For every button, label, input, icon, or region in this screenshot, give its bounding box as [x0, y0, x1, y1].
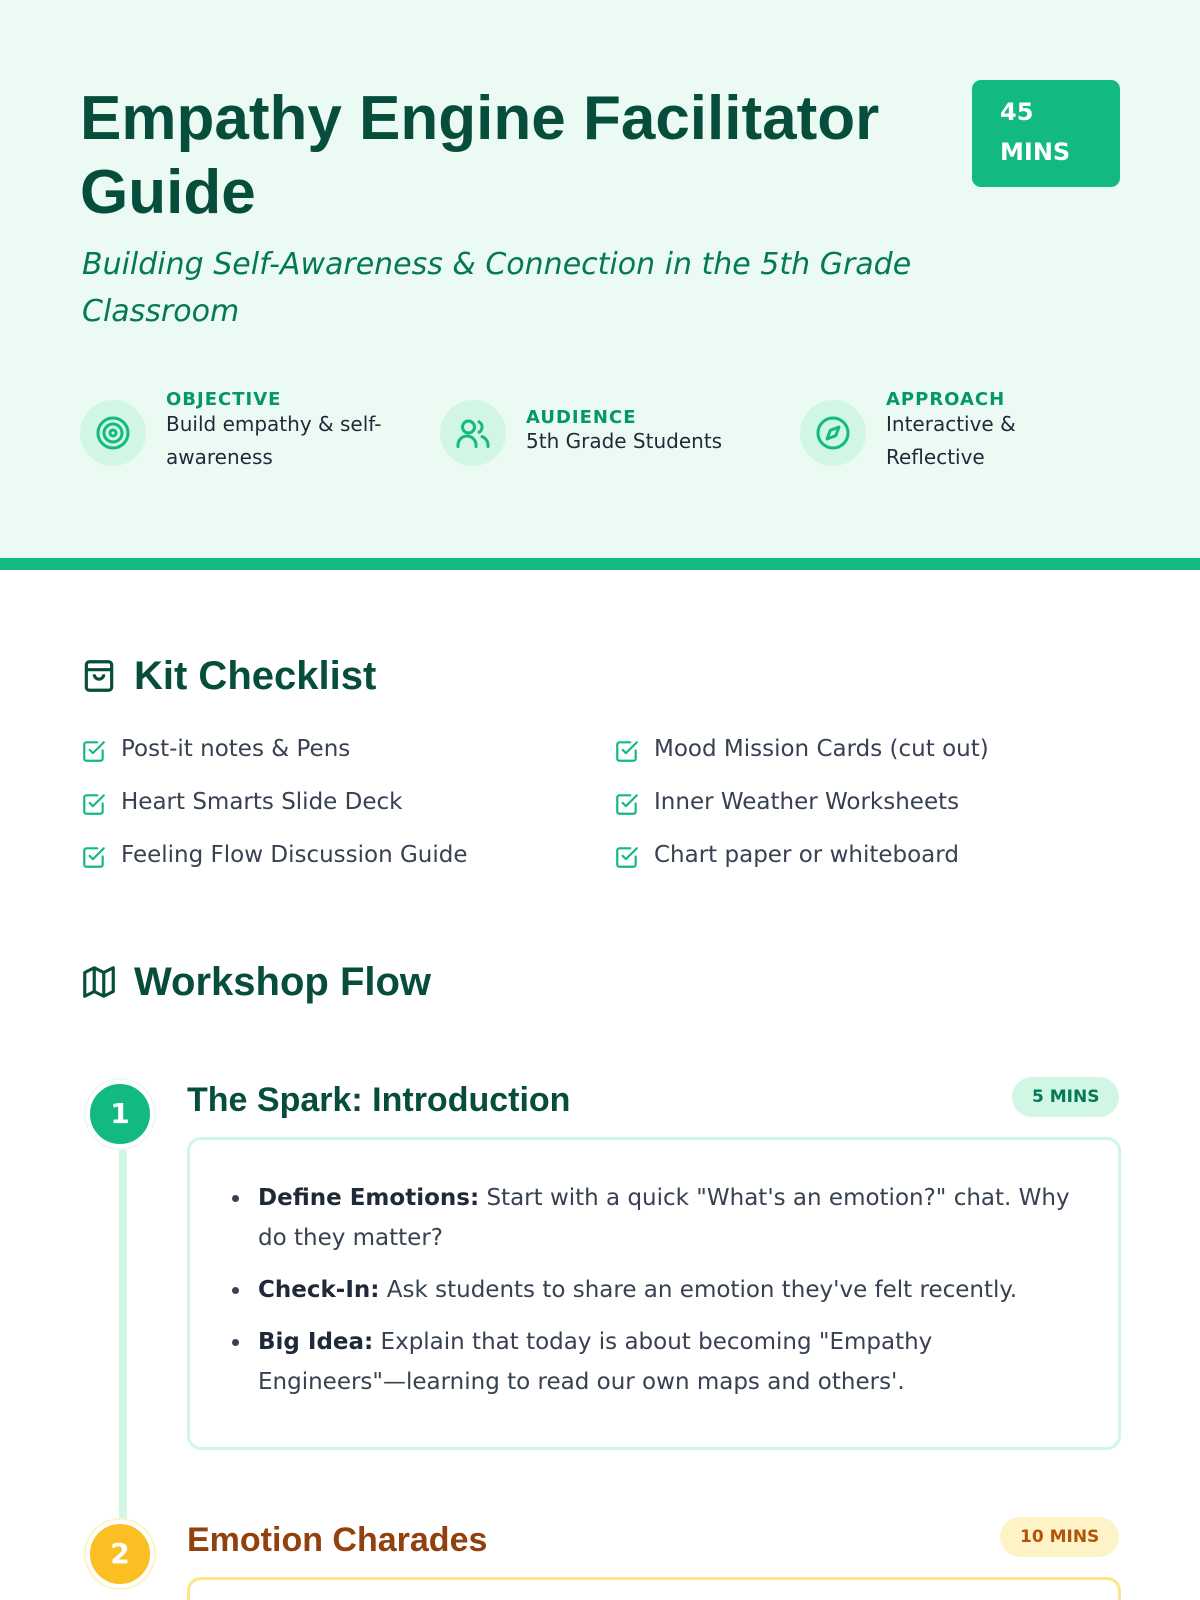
checklist-item-label: Post-it notes & Pens — [121, 736, 351, 762]
workshop-flow-title: Workshop Flow — [134, 960, 432, 1004]
target-icon — [80, 400, 146, 466]
duration-unit: MINS — [1000, 138, 1071, 166]
step-bullet — [226, 1178, 1082, 1258]
step-title: Emotion Charades — [187, 1521, 488, 1559]
check-square-icon — [614, 738, 640, 764]
step-title: The Spark: Introduction — [187, 1081, 571, 1119]
map-icon — [80, 962, 118, 1002]
meta-objective-label: OBJECTIVE — [166, 389, 282, 410]
meta-approach-value: Interactive & Reflective — [886, 412, 1016, 469]
check-square-icon — [81, 738, 107, 764]
meta-approach — [800, 389, 1130, 474]
check-square-icon — [614, 791, 640, 817]
step-bullet-text: Explain that today is about becoming "Empathy Engineers"—learning to read our own maps and others'. — [258, 1329, 933, 1395]
step-duration-badge: 5 MINS — [1012, 1077, 1119, 1117]
page-subtitle: Building Self-Awareness & Connection in the 5th Grade Classroom — [82, 247, 912, 329]
check-square-icon — [81, 791, 107, 817]
duration-badge — [972, 80, 1120, 187]
meta-audience-label: AUDIENCE — [526, 407, 637, 428]
hero-divider — [0, 558, 1200, 570]
checklist-item-label: Feeling Flow Discussion Guide — [121, 842, 468, 868]
checklist-item-label: Inner Weather Worksheets — [654, 789, 960, 815]
step-number: 2 — [86, 1520, 154, 1588]
check-square-icon — [614, 844, 640, 870]
step-card — [187, 1577, 1121, 1600]
compass-icon — [800, 400, 866, 466]
step-bullet — [226, 1322, 1082, 1402]
step-card — [187, 1137, 1121, 1450]
step-duration-badge: 10 MINS — [1000, 1517, 1119, 1557]
meta-objective — [80, 389, 410, 474]
step-number: 1 — [86, 1080, 154, 1148]
step-bullet — [226, 1270, 1082, 1310]
page-title: Empathy Engine Facilitator Guide — [80, 84, 880, 227]
meta-approach-label: APPROACH — [886, 389, 1006, 410]
step-bullet-list — [190, 1140, 1118, 1402]
kit-checklist-title: Kit Checklist — [134, 654, 377, 698]
checklist-item-label: Heart Smarts Slide Deck — [121, 789, 403, 815]
duration-number: 45 — [1000, 98, 1034, 126]
step-bullet-text: Start with a quick "What's an emotion?" chat. Why do they matter? — [258, 1185, 1070, 1251]
checklist-item-label: Chart paper or whiteboard — [654, 842, 959, 868]
checklist-item-label: Mood Mission Cards (cut out) — [654, 736, 989, 762]
check-square-icon — [81, 844, 107, 870]
shopping-bag-icon — [80, 656, 118, 696]
meta-audience — [440, 398, 770, 474]
users-icon — [440, 400, 506, 466]
step-bullet-bold: Check-In: — [258, 1277, 380, 1303]
step-bullet-bold: Big Idea: — [258, 1329, 374, 1355]
meta-audience-value: 5th Grade Students — [526, 429, 723, 453]
step-bullet-bold: Define Emotions: — [258, 1185, 480, 1211]
timeline-line — [119, 1150, 127, 1520]
meta-objective-value: Build empathy & self-awareness — [166, 412, 382, 469]
step-bullet-text: Ask students to share an emotion they've felt recently. — [379, 1277, 1018, 1303]
